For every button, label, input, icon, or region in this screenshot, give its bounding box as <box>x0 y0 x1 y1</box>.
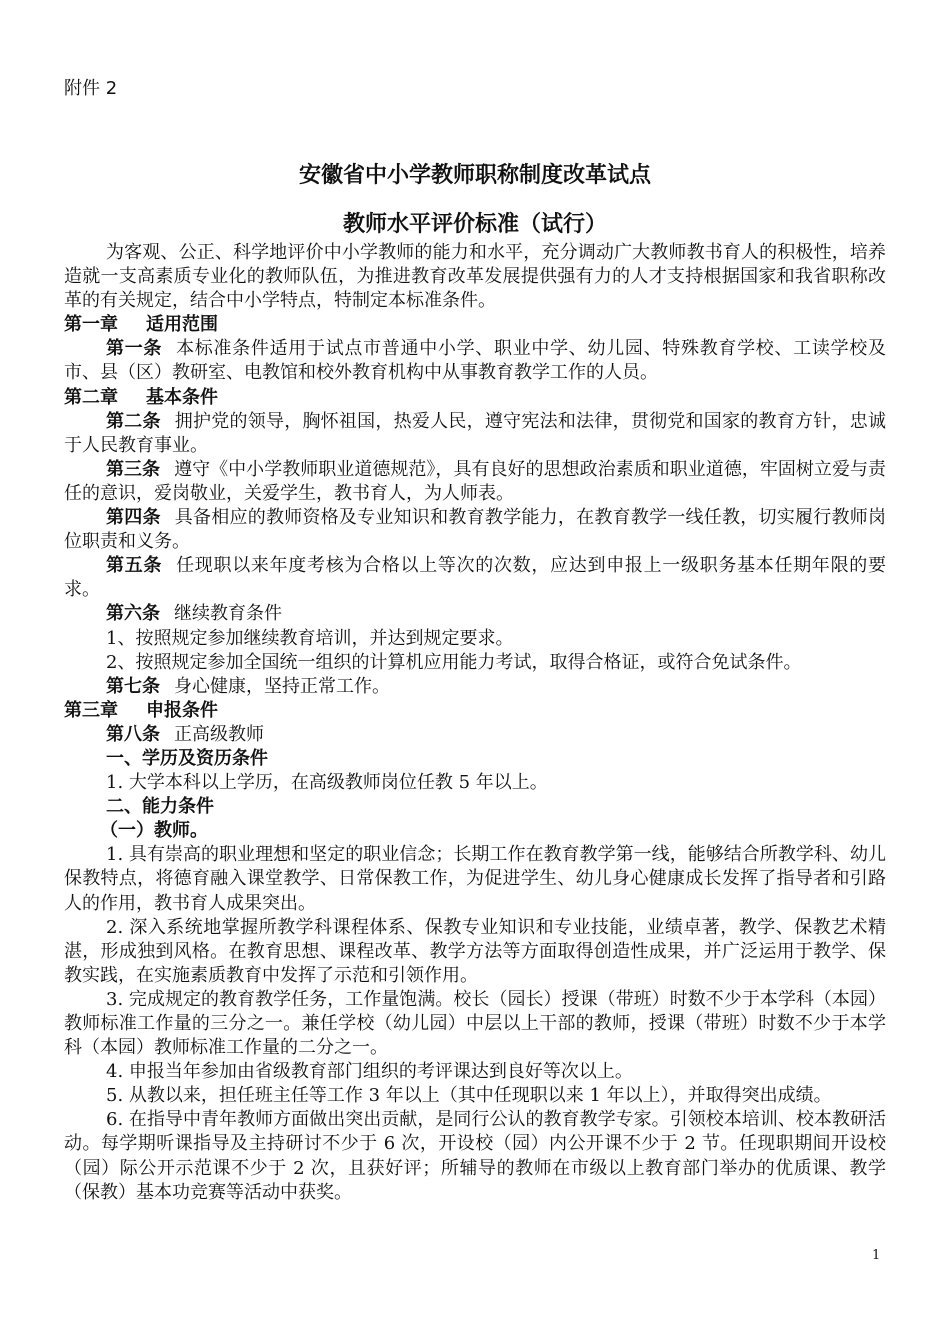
criteria-item: 6. 在指导中青年教师方面做出突出贡献，是同行公认的教育教学专家。引领校本培训、校本教研活动。每学期听课指导及主持研讨不少于 6 次，开设校（园）内公开课不少于 2 节。任现职期间开设校（园）际公开示范课不少于 2 次，且获好评；所辅导的教师在市级以上教育部门举办的优质课、教学（保教）基本功竞赛等活动中获奖。 <box>64 1109 886 1203</box>
page-number: 1 <box>872 1248 881 1263</box>
article-8 <box>64 723 886 747</box>
chapter-name: 基本条件 <box>146 386 218 408</box>
article-text: 继续教育条件 <box>174 603 282 625</box>
chapter-number: 第三章 <box>64 699 118 721</box>
preamble-paragraph: 为客观、公正、科学地评价中小学教师的能力和水平，充分调动广大教师教书育人的积极性，培养造就一支高素质专业化的教师队伍，为推进教育改革发展提供强有力的人才支持根据国家和我省职称改革的有关规定，结合中小学特点，特制定本标准条件。 <box>64 242 886 312</box>
criteria-item: 2. 深入系统地掌握所教学科课程体系、保教专业知识和专业技能，业绩卓著，教学、保教艺术精湛，形成独到风格。在教育思想、课程改革、教学方法等方面取得创造性成果，并广泛运用于教学、保教实践，在实施素质教育中发挥了示范和引领作用。 <box>64 916 886 986</box>
article-2 <box>64 410 886 458</box>
article-3 <box>64 458 886 506</box>
chapter-number: 第一章 <box>64 314 118 336</box>
section-1-item-1: 1. 大学本科以上学历，在高级教师岗位任教 5 年以上。 <box>106 772 548 794</box>
criteria-item: 5. 从教以来，担任班主任等工作 3 年以上（其中任现职以来 1 年以上），并取得突出成绩。 <box>106 1085 832 1107</box>
article-6 <box>64 602 886 626</box>
criteria-item: 4. 申报当年参加由省级教育部门组织的考评课达到良好等次以上。 <box>106 1061 633 1083</box>
article-label: 第三条 <box>106 458 161 480</box>
attachment-label: 附件 2 <box>64 78 118 99</box>
section-1-heading: 一、学历及资历条件 <box>106 747 268 769</box>
article-6-item-2: 2、按照规定参加全国统一组织的计算机应用能力考试，取得合格证，或符合免试条件。 <box>106 651 802 673</box>
article-label: 第四条 <box>106 507 161 529</box>
chapter-1-heading <box>64 313 886 337</box>
article-5 <box>64 554 886 602</box>
article-label: 第六条 <box>106 603 160 625</box>
chapter-number: 第二章 <box>64 386 118 408</box>
chapter-name: 适用范围 <box>146 314 218 336</box>
article-text: 遵守《中小学教师职业道德规范》，具有良好的思想政治素质和职业道德，牢固树立爱与责任的意识，爱岗敬业，关爱学生，教书育人，为人师表。 <box>64 458 887 504</box>
section-2-heading: 二、能力条件 <box>106 796 214 818</box>
article-7 <box>64 675 886 699</box>
article-text: 身心健康，坚持正常工作。 <box>174 675 390 697</box>
article-label: 第五条 <box>106 555 163 577</box>
article-text: 正高级教师 <box>174 723 264 745</box>
article-label: 第一条 <box>106 338 163 360</box>
article-6-item-1: 1、按照规定参加继续教育培训，并达到规定要求。 <box>106 627 514 649</box>
article-text: 本标准条件适用于试点市普通中小学、职业中学、幼儿园、特殊教育学校、工读学校及市、县（区）教研室、电教馆和校外教育机构中从事教育教学工作的人员。 <box>64 338 887 384</box>
article-label: 第七条 <box>106 675 160 697</box>
document-subtitle: 教师水平评价标准（试行） <box>342 212 607 237</box>
subsection-heading: （一）教师。 <box>100 820 208 842</box>
article-1 <box>64 337 886 385</box>
article-text: 拥护党的领导，胸怀祖国，热爱人民，遵守宪法和法律，贯彻党和国家的教育方针，忠诚于人民教育事业。 <box>64 410 886 456</box>
article-label: 第二条 <box>106 410 161 432</box>
document-title: 安徽省中小学教师职称制度改革试点 <box>298 163 651 188</box>
chapter-name: 申报条件 <box>146 699 218 721</box>
article-text: 具备相应的教师资格及专业知识和教育教学能力，在教育教学一线任教，切实履行教师岗位职责和义务。 <box>64 507 886 553</box>
chapter-3-heading <box>64 699 886 723</box>
chapter-2-heading <box>64 386 886 410</box>
article-text: 任现职以来年度考核为合格以上等次的次数，应达到申报上一级职务基本任期年限的要求。 <box>64 555 887 601</box>
criteria-item: 3. 完成规定的教育教学任务，工作量饱满。校长（园长）授课（带班）时数不少于本学科（本园）教师标准工作量的三分之一。兼任学校（幼儿园）中层以上干部的教师，授课（带班）时数不少于本学科（本园）教师标准工作量的二分之一。 <box>64 988 886 1059</box>
article-label: 第八条 <box>106 723 160 745</box>
criteria-item: 1. 具有崇高的职业理想和坚定的职业信念；长期工作在教育教学第一线，能够结合所教学科、幼儿保教特点，将德育融入课堂教学、日常保教工作，为促进学生、幼儿身心健康成长发挥了指导者和引路人的作用，教书育人成果突出。 <box>64 844 886 914</box>
article-4 <box>64 506 886 554</box>
document-body <box>64 241 886 1205</box>
